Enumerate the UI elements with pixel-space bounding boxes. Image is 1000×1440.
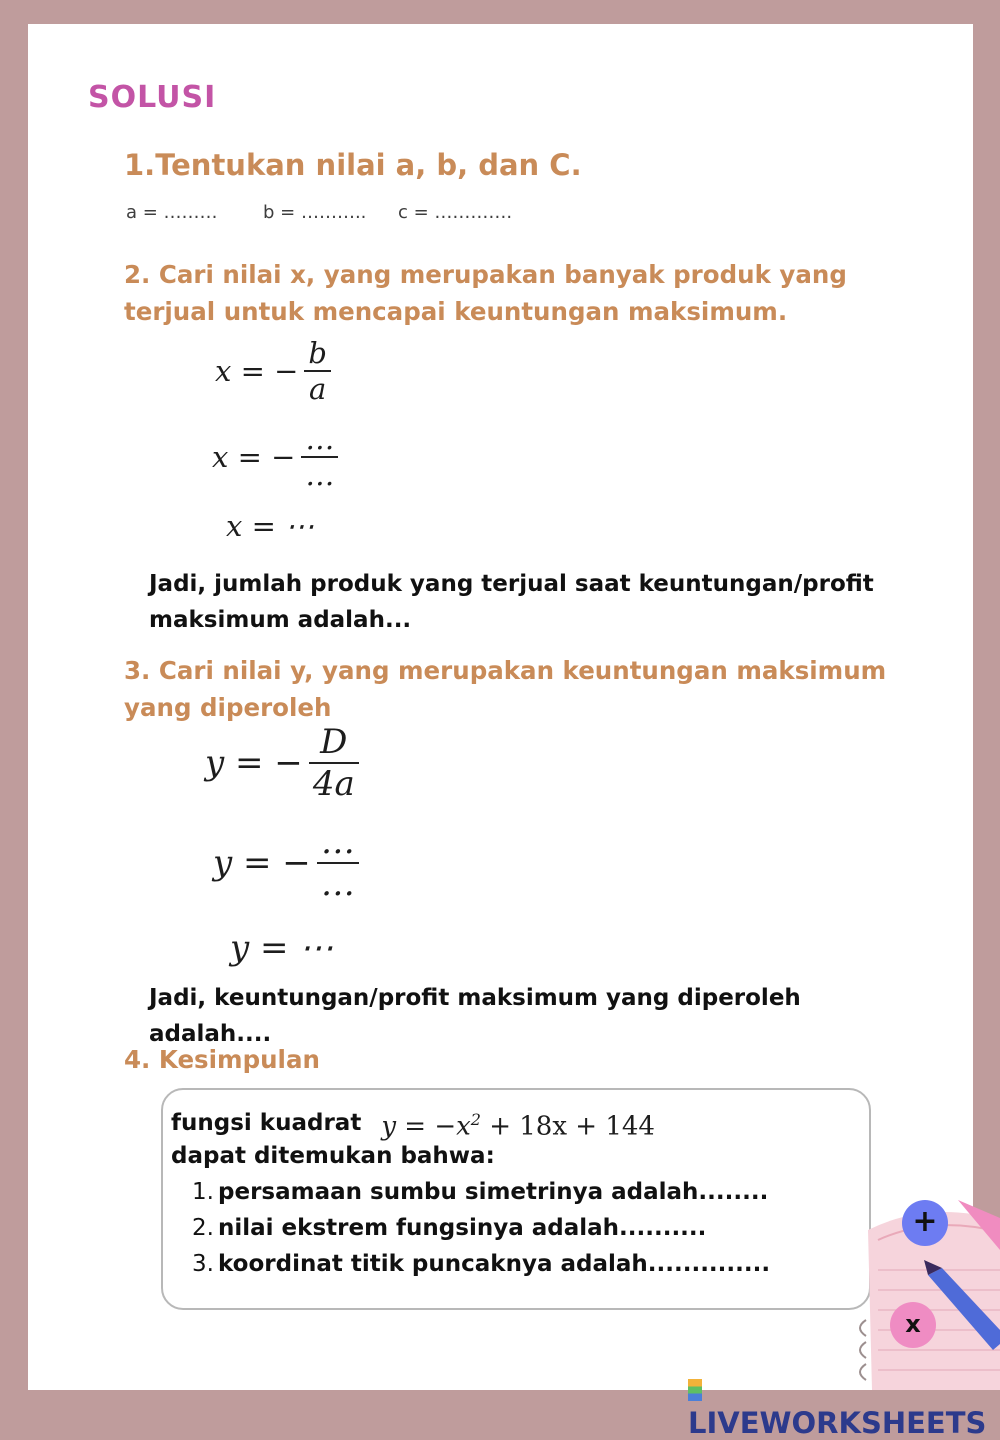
denominator: 4a (312, 764, 355, 804)
answer-blank-b[interactable]: b = ……….. (263, 202, 367, 223)
close-button[interactable]: x (890, 1302, 936, 1348)
fraction (301, 422, 338, 492)
answer-blank-a[interactable]: a = ……… (126, 202, 218, 223)
fraction (317, 822, 359, 904)
numerator-blank[interactable]: … (320, 822, 355, 862)
equation-x-result[interactable]: x = ⋯ (226, 509, 315, 543)
equation-lhs: y = − (213, 843, 311, 883)
function-exponent: 2 (470, 1110, 481, 1129)
equation-x-substitution[interactable] (212, 422, 338, 492)
fraction (309, 722, 359, 804)
numerator-blank[interactable]: … (305, 422, 335, 456)
equation-lhs: x = − (215, 354, 299, 388)
equation-y-result[interactable]: y = ⋯ (230, 928, 334, 968)
answer-blank-c[interactable]: c = …………. (398, 202, 513, 223)
conclusion-list (188, 1174, 770, 1282)
answer-statement-3: Jadi, keuntungan/profit maksimum yang diperoleh adalah.... (149, 985, 801, 1047)
numerator: b (308, 336, 327, 370)
found-statement: dapat ditemukan bahwa: (171, 1143, 495, 1169)
denominator-blank[interactable]: … (320, 864, 355, 904)
function-lhs: y = −x (381, 1111, 471, 1142)
equation-x-formula (215, 336, 331, 406)
equation-y-formula (205, 722, 359, 804)
fraction (304, 336, 331, 406)
page-title: SOLUSI (88, 80, 217, 115)
list-item[interactable] (188, 1246, 770, 1282)
numerator: D (320, 722, 348, 762)
function-rhs: + 18x + 144 (480, 1111, 655, 1142)
question-2: 2. Cari nilai x, yang merupakan banyak produk yang terjual untuk mencapai keuntungan maksimum. (124, 260, 847, 326)
question-3: 3. Cari nilai y, yang merupakan keuntungan maksimum yang diperoleh (124, 656, 887, 722)
logo-text: LIVEWORKSHEETS (688, 1406, 987, 1440)
list-label: nilai ekstrem fungsinya adalah.......... (218, 1215, 707, 1241)
equation-lhs: y = − (205, 743, 303, 783)
question-1: 1.Tentukan nilai a, b, dan C. (124, 148, 582, 182)
liveworksheets-logo (688, 1372, 1000, 1440)
logo-icon (688, 1379, 702, 1401)
list-label: koordinat titik puncaknya adalah.............. (218, 1251, 771, 1277)
add-button[interactable]: + (902, 1200, 948, 1246)
list-item[interactable] (188, 1210, 770, 1246)
list-number: 1. (192, 1179, 214, 1205)
list-label: persamaan sumbu simetrinya adalah........ (218, 1179, 769, 1205)
denominator: a (309, 372, 327, 406)
function-label: fungsi kuadrat (171, 1110, 362, 1137)
equation-y-substitution[interactable] (213, 822, 359, 904)
answer-statement-2: Jadi, jumlah produk yang terjual saat keuntungan/profit maksimum adalah... (149, 571, 874, 633)
list-number: 3. (192, 1251, 214, 1277)
question-4: 4. Kesimpulan (124, 1045, 320, 1074)
denominator-blank[interactable]: … (305, 458, 335, 492)
list-number: 2. (192, 1215, 214, 1241)
list-item[interactable] (188, 1174, 770, 1210)
equation-lhs: x = − (212, 440, 296, 474)
